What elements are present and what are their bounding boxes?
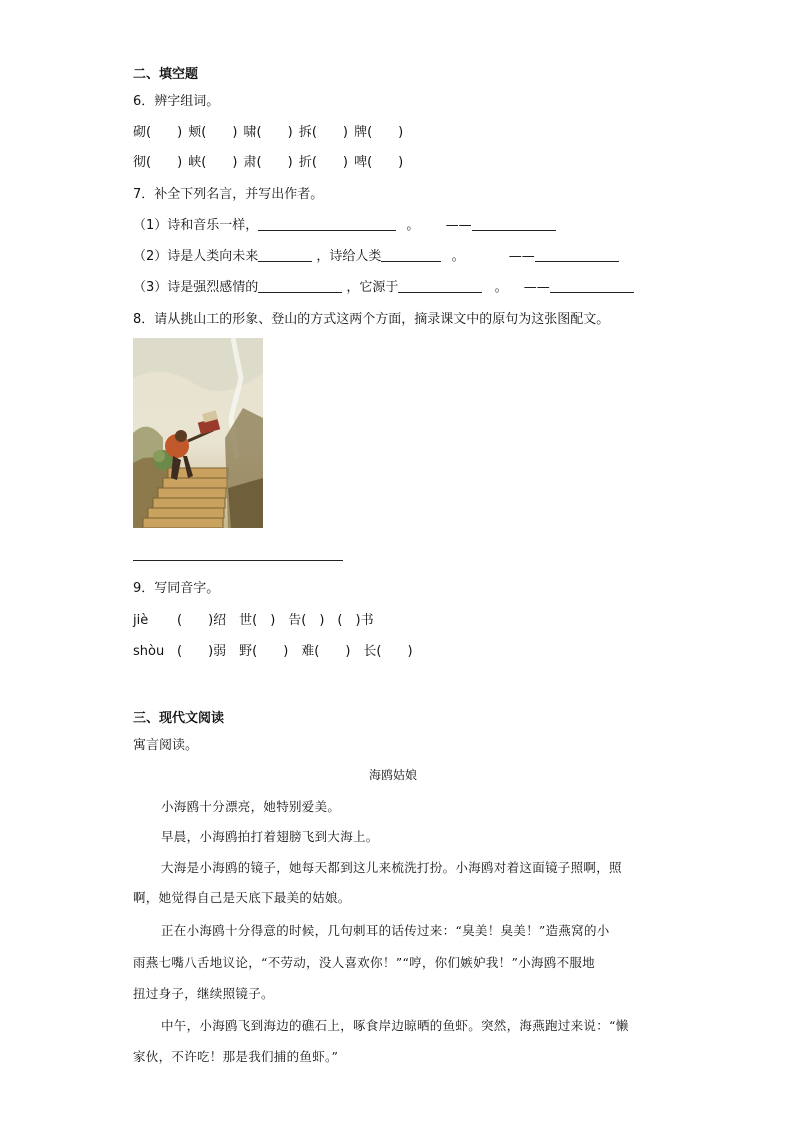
blank-2b[interactable] xyxy=(381,247,441,262)
item-3-end: 。 xyxy=(494,280,508,295)
answer-line[interactable] xyxy=(133,560,343,561)
item-3-dash: —— xyxy=(523,280,550,295)
question-9-row-shou xyxy=(133,640,413,659)
question-7-item-3 xyxy=(133,276,634,295)
blank-3b[interactable] xyxy=(398,278,482,293)
story-paragraph-4-line-1: 正在小海鸥十分得意的时候，几句刺耳的话传过来：“臭美！臭美！”造燕窝的小 xyxy=(161,923,610,938)
question-7-item-1 xyxy=(133,214,556,233)
story-paragraph-5-line-1: 中午，小海鸥飞到海边的礁石上，啄食岸边晾晒的鱼虾。突然，海燕跑过来说：“懒 xyxy=(161,1018,629,1033)
item-1-text: （1）诗和音乐一样， xyxy=(133,218,259,233)
story-title: 海鸥姑娘 xyxy=(369,768,418,782)
jie-items: ( )绍 世( ) 告( ) ( )书 xyxy=(177,613,374,628)
question-6-row-1: 砌( ) 颊( ) 啸( ) 拆( ) 牌( ) xyxy=(133,125,404,140)
story-paragraph-4-line-3: 扭过身子，继续照镜子。 xyxy=(133,986,274,1001)
item-2-end: 。 xyxy=(451,249,465,264)
blank-1a[interactable] xyxy=(258,216,396,231)
section-title-fill-in: 二、填空题 xyxy=(133,67,199,82)
blank-2a[interactable] xyxy=(258,247,312,262)
story-paragraph-2: 早晨，小海鸥拍打着翅膀飞到大海上。 xyxy=(161,829,379,844)
story-paragraph-1: 小海鸥十分漂亮，她特别爱美。 xyxy=(161,799,341,814)
pinyin-shou: shòu xyxy=(133,644,165,659)
question-8-prompt: 8．请从挑山工的形象、登山的方式这两个方面，摘录课文中的原句为这张图配文。 xyxy=(133,312,610,327)
item-2-text: （2）诗是人类向未来 xyxy=(133,249,259,264)
author-blank-1[interactable] xyxy=(472,216,556,231)
story-paragraph-5-line-2: 家伙，不许吃！那是我们捕的鱼虾。” xyxy=(133,1049,339,1064)
question-6-prompt: 6．辨字组词。 xyxy=(133,94,220,109)
pinyin-jie: jiè xyxy=(133,613,149,628)
author-blank-2[interactable] xyxy=(535,247,619,262)
mountain-porter-illustration xyxy=(133,338,263,528)
story-paragraph-3-line-2: 啊，她觉得自己是天底下最美的姑娘。 xyxy=(133,890,351,905)
blank-3a[interactable] xyxy=(258,278,342,293)
item-2-dash: —— xyxy=(508,249,535,264)
section-title-reading: 三、现代文阅读 xyxy=(133,711,225,726)
shou-items: ( )弱 野( ) 难( ) 长( ) xyxy=(177,644,413,659)
item-3-middle: ，它源于 xyxy=(346,280,399,295)
story-paragraph-3-line-1: 大海是小海鸥的镜子，她每天都到这儿来梳洗打扮。小海鸥对着这面镜子照啊，照 xyxy=(161,860,622,875)
question-7-prompt: 7．补全下列名言，并写出作者。 xyxy=(133,187,324,202)
author-blank-3[interactable] xyxy=(550,278,634,293)
item-1-end: 。 xyxy=(406,218,420,233)
story-paragraph-4-line-2: 雨燕七嘴八舌地议论，“不劳动，没人喜欢你！”“哼，你们嫉妒我！”小海鸥不服地 xyxy=(133,955,595,970)
question-7-item-2 xyxy=(133,245,619,264)
question-6-row-2: 彻( ) 峡( ) 肃( ) 折( ) 啤( ) xyxy=(133,155,404,170)
question-9-prompt: 9．写同音字。 xyxy=(133,581,220,596)
item-3-text: （3）诗是强烈感情的 xyxy=(133,280,259,295)
question-9-row-jie xyxy=(133,609,374,628)
item-2-middle: ，诗给人类 xyxy=(316,249,382,264)
reading-subtitle: 寓言阅读。 xyxy=(133,738,199,753)
item-1-dash: —— xyxy=(445,218,472,233)
